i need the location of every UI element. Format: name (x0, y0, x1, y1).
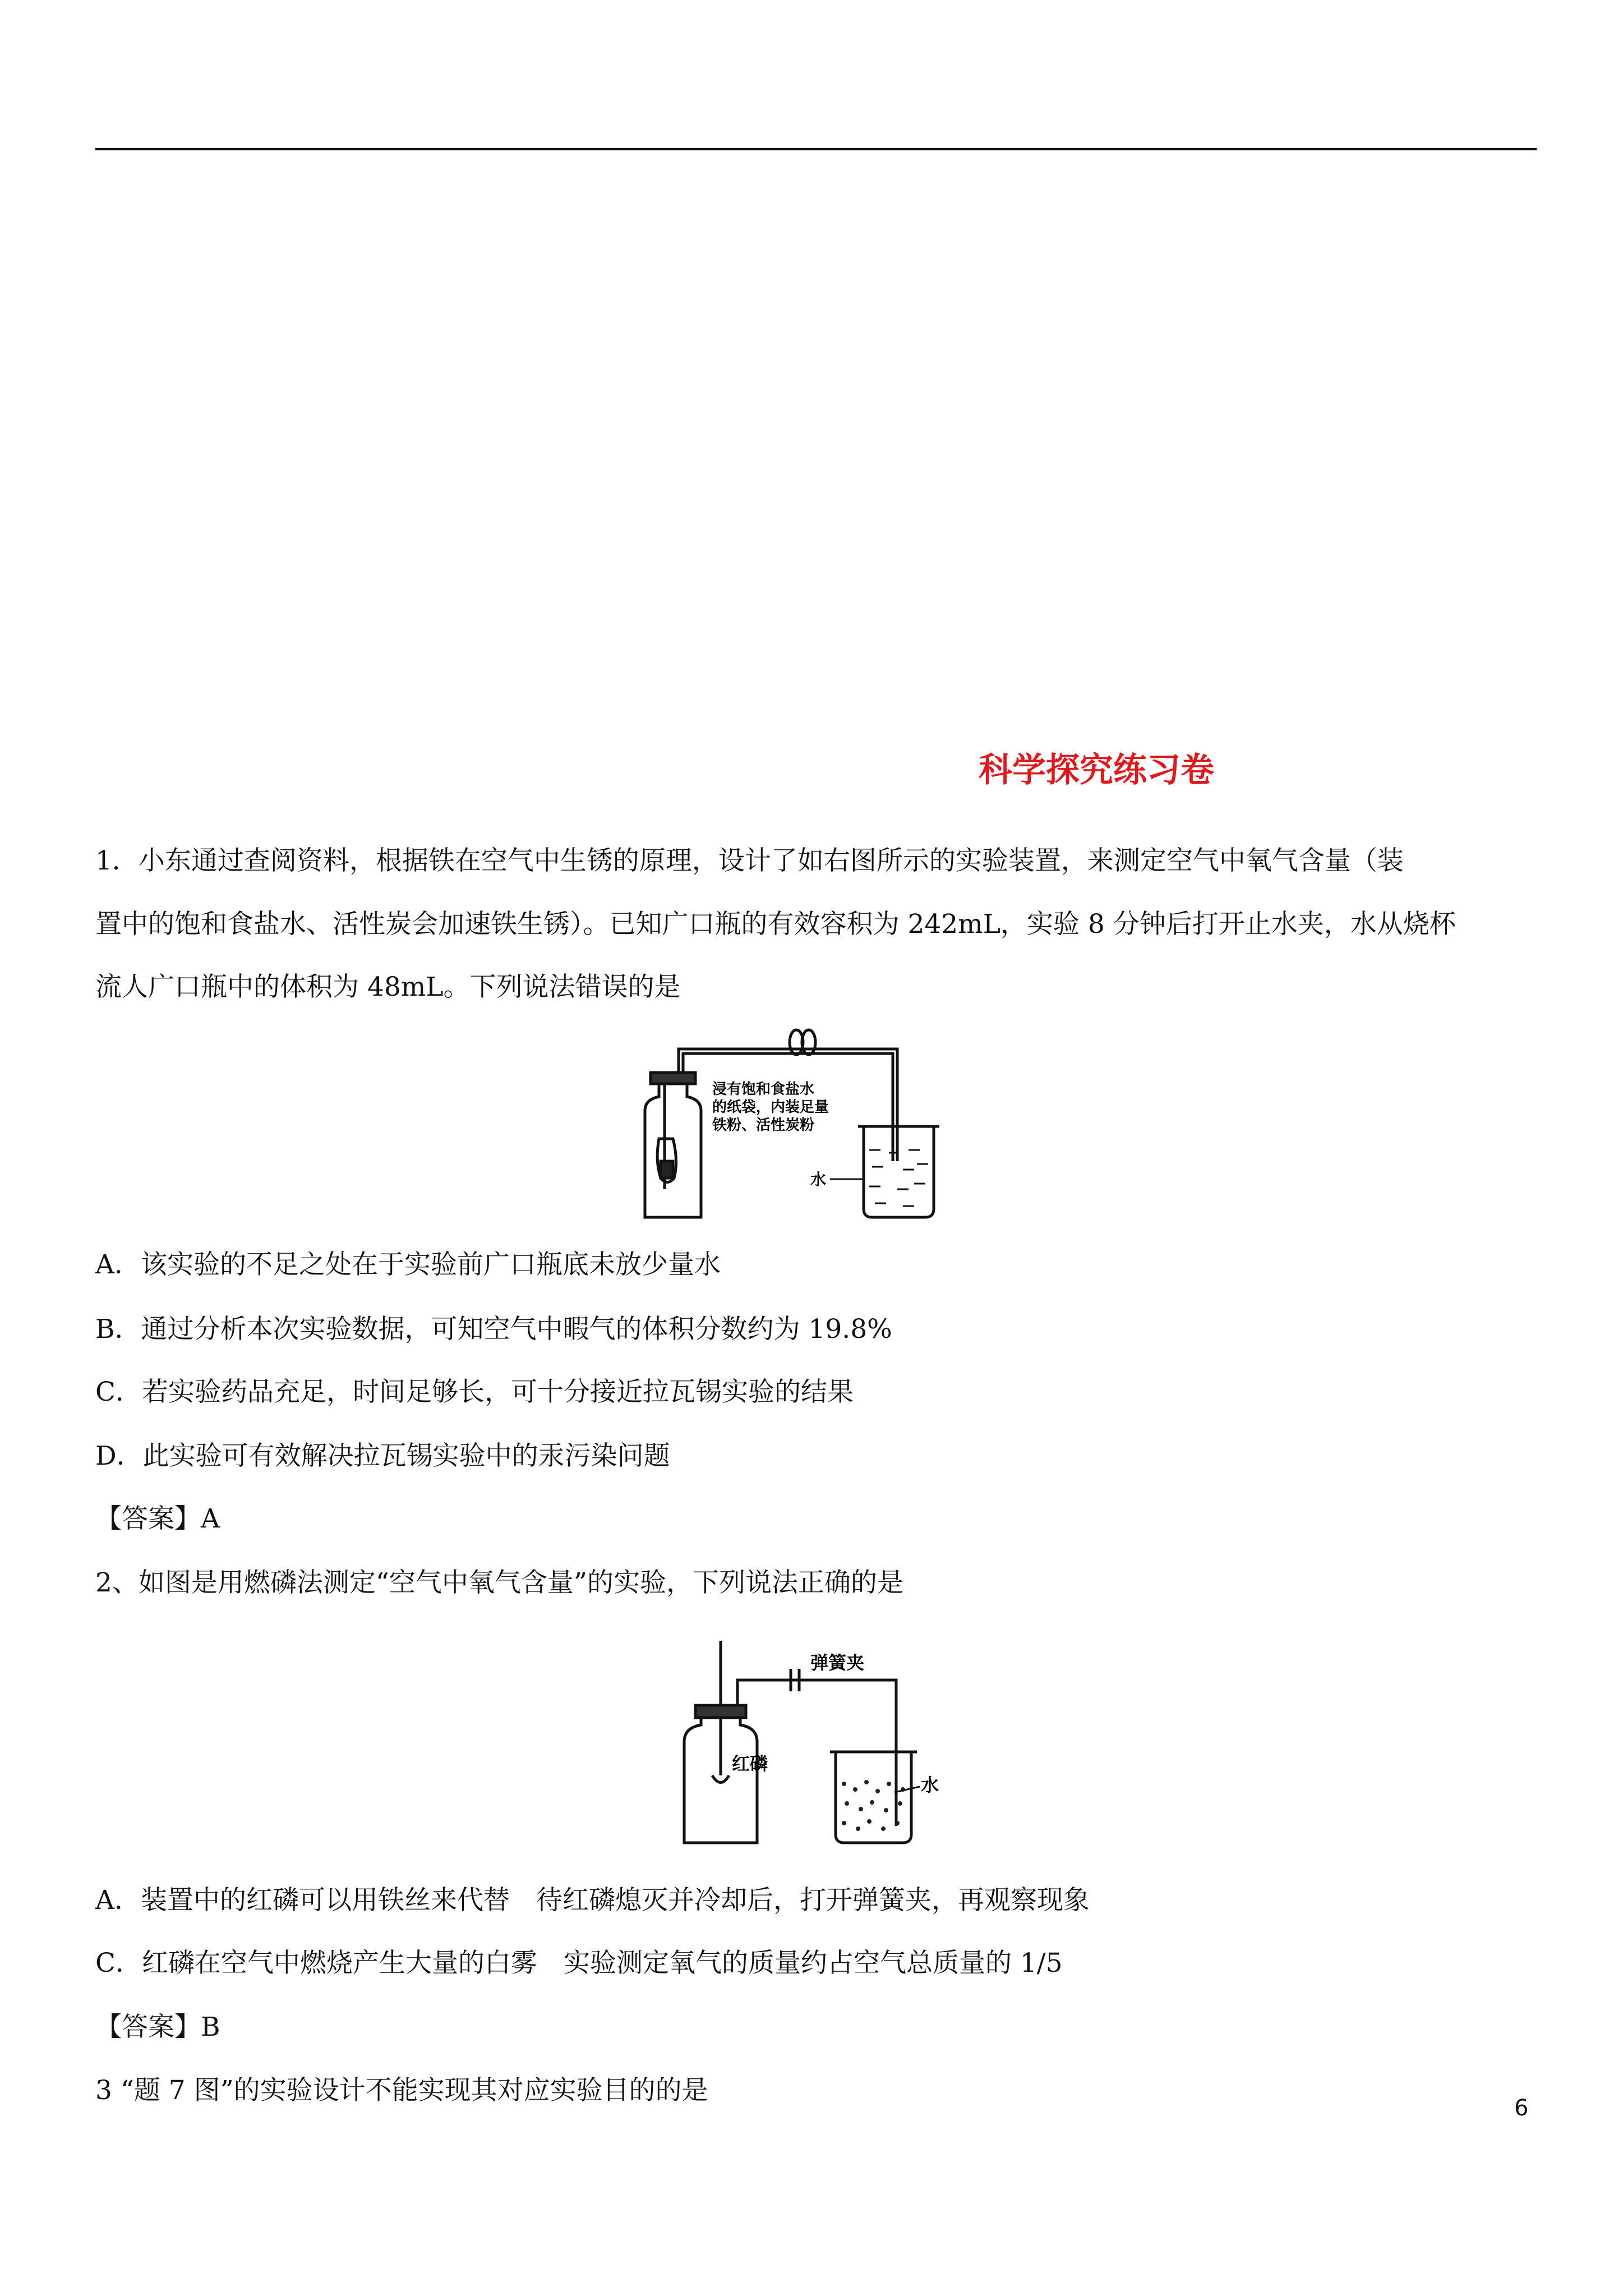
q3-stem-line-1: 3 “题 7 图”的实验设计不能实现其对应实验目的的是 (95, 2075, 708, 2106)
q1-option-a: A．该实验的不足之处在于实验前广口瓶底未放少量水 (95, 1249, 721, 1280)
q1-figure-label-bag-2: 的纸袋，内装足量 (712, 1099, 829, 1116)
q1-apparatus-figure (634, 1027, 942, 1220)
q2-option-c: C．红磷在空气中燃烧产生大量的白雾 实验测定氧气的质量约占空气总质量的 1/5 (95, 1948, 1063, 1978)
q1-figure-label-bag-3: 铁粉、活性炭粉 (712, 1117, 815, 1134)
q1-figure-label-water: 水 (810, 1170, 827, 1189)
q1-option-c: C．若实验药品充足，时间足够长，可十分接近拉瓦锡实验的结果 (95, 1377, 854, 1407)
q1-figure-label-bag-1: 浸有饱和食盐水 (712, 1081, 815, 1098)
q2-figure-label-clip: 弹簧夹 (810, 1652, 865, 1673)
q1-option-d: D．此实验可有效解决拉瓦锡实验中的汞污染问题 (95, 1441, 670, 1471)
page-number: 6 (1514, 2095, 1529, 2121)
header-rule (95, 148, 1537, 150)
q2-stem-line-1: 2、如图是用燃磷法测定“空气中氧气含量”的实验，下列说法正确的是 (95, 1567, 903, 1598)
q2-answer: 【答案】B (95, 2012, 220, 2042)
q2-option-a: A．装置中的红磷可以用铁丝来代替 待红磷熄灭并冷却后，打开弹簧夹，再观察现象 (95, 1885, 1090, 1916)
q2-figure-label-phosphorus: 红磷 (732, 1753, 768, 1774)
q1-stem-line-2: 置中的饱和食盐水、活性炭会加速铁生锈）。已知广口瓶的有效容积为 242mL，实验 8 分钟后打开止水夹，水从烧杯 (95, 909, 1456, 940)
q1-stem-line-1: 1．小东通过查阅资料，根据铁在空气中生锈的原理，设计了如右图所示的实验装置，来测定空气中氧气含量（装 (95, 845, 1404, 876)
q1-option-b: B．通过分析本次实验数据，可知空气中暇气的体积分数约为 19.8% (95, 1314, 892, 1345)
q1-answer: 【答案】A (95, 1503, 220, 1534)
page-title: 科学探究练习卷 (979, 751, 1214, 790)
q2-apparatus-figure (673, 1635, 953, 1848)
q2-figure-label-water: 水 (921, 1774, 939, 1796)
q1-stem-line-3: 流人广口瓶中的体积为 48mL。下列说法错误的是 (95, 972, 681, 1002)
